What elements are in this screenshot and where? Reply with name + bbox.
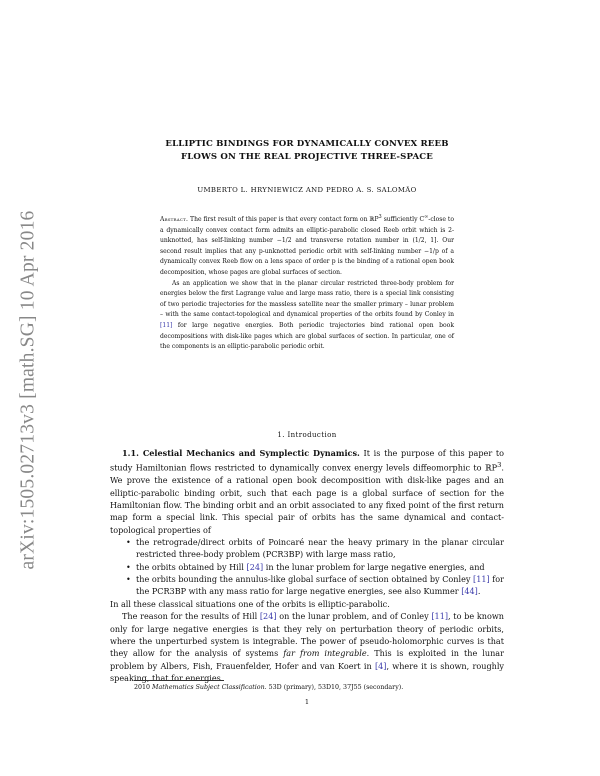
list-item: • the retrograde/direct orbits of Poincaré near the heavy primary in the planar circular restricted three-body problem (PCR3BP) with large mass ratio, [136, 536, 504, 561]
abstract-block [160, 212, 454, 353]
paper-authors: UMBERTO L. HRYNIEWICZ AND PEDRO A. S. SALOMÃO [197, 186, 417, 194]
citation-link[interactable]: [11] [431, 611, 449, 622]
abstract-label: Abstract. [160, 216, 189, 224]
citation-link[interactable]: [4] [374, 660, 387, 671]
section-heading: 1. Introduction [277, 431, 337, 439]
list-item: • the orbits obtained by Hill [24] in the lunar problem for large negative energies, and [136, 561, 504, 573]
footnote-msc: 2010 Mathematics Subject Classification. 53D (primary), 53D10, 37J55 (secondary). [134, 684, 404, 691]
citation-link[interactable]: [11] [160, 321, 173, 329]
citation-link[interactable]: [24] [246, 561, 264, 572]
footnote-divider [134, 680, 224, 681]
paper-title [110, 138, 504, 164]
list-item: • the orbits bounding the annulus-like global surface of section obtained by Conley [11] for the PCR3BP with any mass ratio for large negative energies, see also Kummer [44]. [136, 573, 504, 598]
citation-link[interactable]: [11] [473, 574, 490, 585]
orbit-list [110, 536, 504, 598]
title-line-1: ELLIPTIC BINDINGS FOR DYNAMICALLY CONVEX REEB [165, 139, 449, 149]
citation-link[interactable]: [44] [461, 586, 478, 597]
subsection-heading: 1.1. Celestial Mechanics and Symplectic Dynamics. [122, 448, 360, 458]
abstract-paragraph-1: Abstract. The first result of this paper is that every contact form on ℝP$^3$ sufficiently C∞-close to a dynamically convex contact form admits an elliptic-parabolic closed Reeb orbit which is 2-unknotted, has self-linking number −1/2 and transverse rotation number in (1/2, 1]. Our second result implies that any p-unknotted periodic orbit with self-linking number −1/p of a dynamically convex Reeb flow on a lens space of order p is the binding of a rational open book decomposition, whose pages are global surfaces of section. [160, 214, 454, 276]
arxiv-id: arXiv:1505.02713v3 [math.SG] 10 Apr 2016 [17, 210, 39, 570]
arxiv-sidebar-stamp [14, 190, 42, 590]
citation-link[interactable]: [24] [259, 611, 277, 622]
page-number: 1 [304, 698, 310, 706]
intro-paragraph-3: The reason for the results of Hill [24] on the lunar problem, and of Conley [11], to be known only for large negative energies is that they rely on perturbation theory of periodic orbits, where the unperturbed system is integrable. The power of pseudo-holomorphic curves is that they allow for the analysis of systems far from integrable. This is exploited in the lunar problem by Albers, Fish, Frauenfelder, Hofer and van Koert in [4], where it is shown, roughly speaking, that for energies [110, 611, 504, 683]
abstract-paragraph-2: As an application we show that in the planar circular restricted three-body problem for energies below the first Lagrange value and large mass ratio, there is a special link consisting of two periodic trajectories for the massless satellite near the smaller primary – lunar problem – with the same contact-topological and dynamical properties of the orbits found by Conley in [11] for large negative energies. Both periodic trajectories bind rational open book decompositions with disk-like pages which are global surfaces of section. In particular, one of the components is an elliptic-parabolic periodic orbit. [160, 279, 454, 351]
intro-paragraph-2: In all these classical situations one of the orbits is elliptic-parabolic. [110, 598, 390, 609]
title-line-2: FLOWS ON THE REAL PROJECTIVE THREE-SPACE [180, 151, 434, 162]
intro-paragraph-1: 1.1. Celestial Mechanics and Symplectic Dynamics. It is the purpose of this paper to study Hamiltonian flows restricted to dynamically convex energy levels diffeomorphic to ℝP$^3$. We prove the existence of a rational open book decomposition with disk-like pages and an elliptic-parabolic binding orbit, such that each page is a global surface of section for the Hamiltonian flow. The binding orbit and an orbit associated to any fixed point of the first return map form a special link. This special pair of orbits has the same dynamical and contact-topological properties of [110, 448, 504, 535]
intro-body [110, 447, 504, 684]
